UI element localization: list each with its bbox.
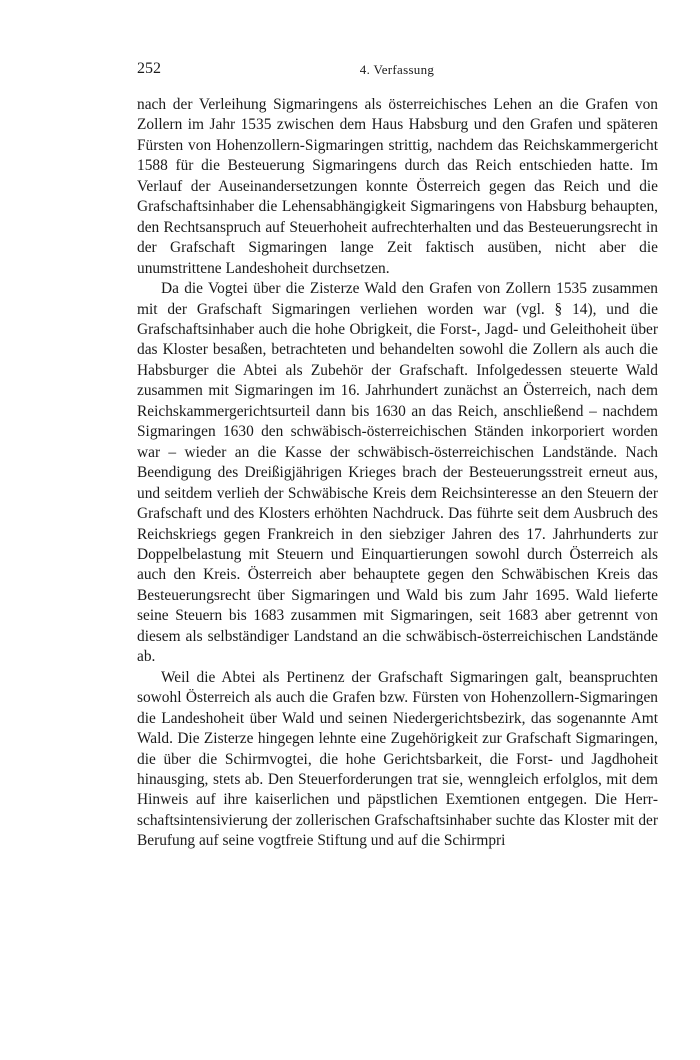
running-head [137,60,657,80]
page-number: 252 [137,60,161,77]
paragraph-2: Da die Vogtei über die Zisterze Wald den Grafen von Zollern 1535 zusammen mit der Grafschaft Sigmaringen verliehen worden war (vgl. § 14), und die Grafschaftsinhaber auch die hohe Obrigkeit, die Forst-, Jagd- und Geleithoheit über das Kloster besaßen, betrachteten und behandelten sowohl die Zollern als auch die Habsburger die Abtei als Zubehör der Grafschaft. Infolgedessen steuerte Wald zusammen mit Sigmaringen im 16. Jahrhundert zunächst an Österreich, nach dem Reichskammergerichtsurteil dann bis 1630 an das Reich, anschließend – nachdem Sigmaringen 1630 den schwäbisch-österreichischen Ständen inkorporiert worden war – wieder an die Kasse der schwäbisch-österreichischen Landstände. Nach Beendigung des Dreißigjährigen Krieges brach der Besteuerungsstreit erneut aus, und seitdem verlieh der Schwäbische Kreis dem Reichsinteresse an den Steuern der Grafschaft und des Klosters erhöhten Nachdruck. Das führte seit dem Ausbruch des Reichskriegs gegen Frankreich in den siebziger Jahren des 17. Jahrhunderts zur Doppelbelastung mit Steuern und Einquartierungen sowohl durch Österreich als auch den Kreis. Österreich aber behauptete gegen den Schwäbischen Kreis das Besteuerungsrecht über Sigmaringen und Wald bis zum Jahr 1695. Wald lieferte seine Steuern bis 1683 zusammen mit Sigmaringen, seit 1683 aber getrennt von diesem als selbständiger Landstand an die schwäbisch-österreichischen Landstände ab. [137,280,658,666]
paragraph-3: Weil die Abtei als Pertinenz der Grafschaft Sigmaringen galt, beanspruchten sowohl Österreich als auch die Grafen bzw. Fürsten von Hohenzollern-Sigmaringen die Landeshoheit über Wald und seinen Niedergerichtsbezirk, das sogenannte Amt Wald. Die Zisterze hingegen lehnte eine Zugehörigkeit zur Grafschaft Sigmaringen, die über die Schirmvogtei, die hohe Gerichtsbarkeit, die Forst- und Jagdhoheit hinausging, stets ab. Den Steuerforderungen trat sie, wenngleich erfolglos, mit dem Hinweis auf ihre kaiserlichen und päpstlichen Exemtionen entgegen. Die Herrschaftsintensivierung der zollerischen Grafschaftsinhaber suchte das Kloster mit der Berufung auf seine vogtfreie Stiftung und auf die Schirmpri [137,668,658,850]
section-title: 4. Verfassung [359,62,435,77]
paragraph-1: nach der Verleihung Sigmaringens als österreichisches Lehen an die Grafen von Zollern im Jahr 1535 zwischen dem Haus Habsburg und den Grafen und späteren Fürsten von Hohenzollern-Sigmaringen strittig, nachdem das Reichskammergericht 1588 für die Besteuerung Sigmaringens durch das Reich entschieden hatte. Im Verlauf der Auseinandersetzungen konnte Österreich gegen das Reich und die Grafschaftsinhaber die Lehensabhängigkeit Sigmaringens von Habsburg behaupten, den Rechtsanspruch auf Steuerhoheit aufrechterhalten und das Besteuerungsrecht in der Grafschaft Sigmaringen lange Zeit faktisch ausüben, nicht aber die unumstrittene Landeshoheit durchsetzen. [137,96,658,277]
body-text [137,95,658,852]
